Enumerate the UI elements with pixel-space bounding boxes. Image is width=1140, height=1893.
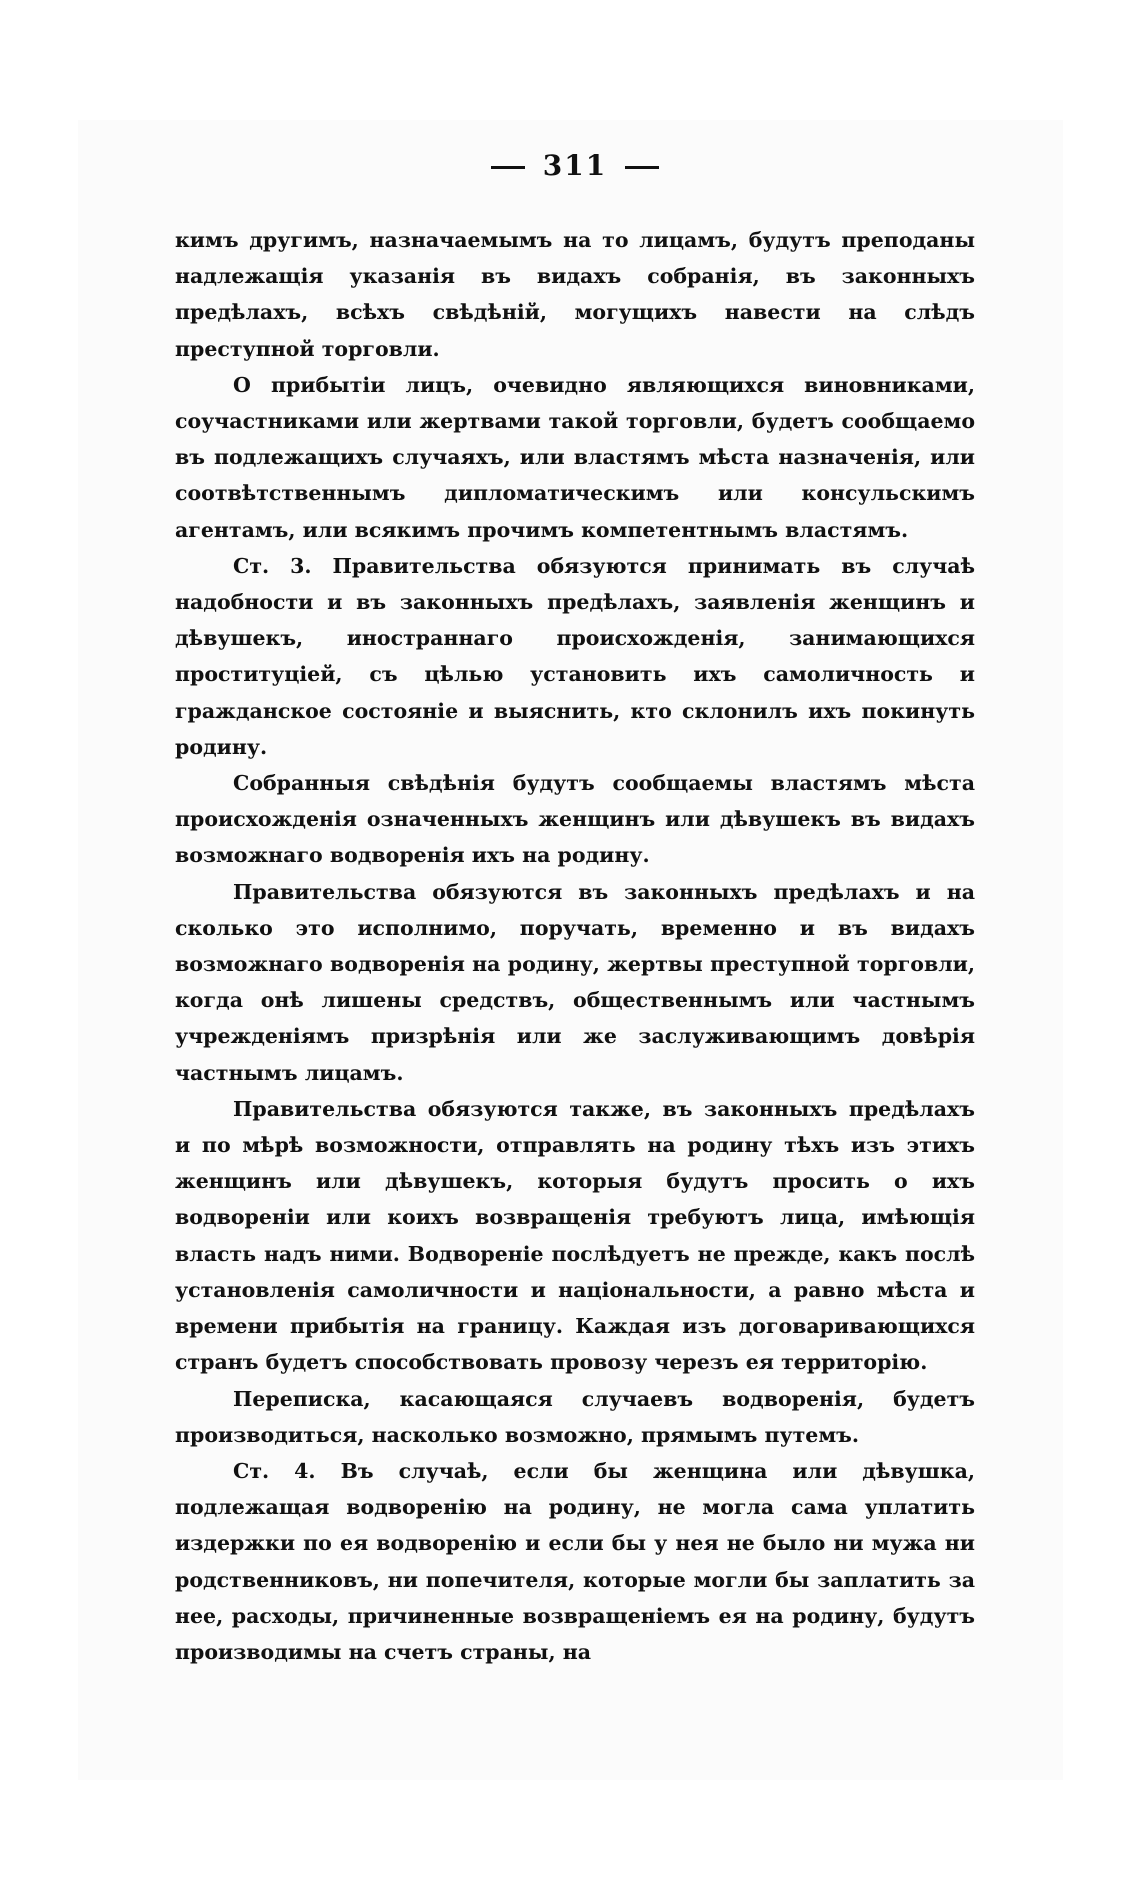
paragraph-article-4: Ст. 4. Въ случаѣ, если бы женщина или дѣвушка, подлежащая водворенію на родину, не могла сама уплатить издержки по ея водворенію и если бы у нея не было ни мужа ни родственниковъ, ни попечителя, которые могли бы заплатить за нее, расходы, причиненные возвращеніемъ ея на родину, будутъ производимы на счетъ страны, на [175,1458,975,1664]
document-page [175,148,975,1670]
body-text [175,222,975,1670]
paragraph-continuation: кимъ другимъ, назначаемымъ на то лицамъ, будутъ преподаны надлежащія указанія въ видахъ собранія, въ законныхъ предѣлахъ, всѣхъ свѣдѣній, могущихъ навести на слѣдъ преступной торговли. [175,228,975,361]
paragraph: Переписка, касающаяся случаевъ водворенія, будетъ производиться, насколько возможно, прямымъ путемъ. [175,1386,975,1447]
paragraph: Правительства обязуются въ законныхъ предѣлахъ и на сколько это исполнимо, поручать, временно и въ видахъ возможнаго водворенія на родину, жертвы преступной торговли, когда онѣ лишены средствъ, общественнымъ или частнымъ учрежденіямъ призрѣнія или же заслуживающимъ довѣрія частнымъ лицамъ. [175,879,975,1085]
right-dash [625,166,659,169]
page-number: 311 [542,149,608,182]
paragraph: О прибытіи лицъ, очевидно являющихся виновниками, соучастниками или жертвами такой торговли, будетъ сообщаемо въ подлежащихъ случаяхъ, или властямъ мѣста назначенія, или соотвѣтственнымъ дипломатическимъ или консульскимъ агентамъ, или всякимъ прочимъ компетентнымъ властямъ. [175,372,975,542]
paragraph: Собранныя свѣдѣнія будутъ сообщаемы властямъ мѣста происхожденія означенныхъ женщинъ или дѣвушекъ въ видахъ возможнаго водворенія ихъ на родину. [175,771,975,868]
paragraph-article-3: Ст. 3. Правительства обязуются принимать въ случаѣ надобности и въ законныхъ предѣлахъ, заявленія женщинъ и дѣвушекъ, иностраннаго происхожденія, занимающихся проституціей, съ цѣлью установить ихъ самоличность и гражданское состояніе и выяснить, кто склонилъ ихъ покинуть родину. [175,553,975,759]
page-number-header [175,148,975,184]
left-dash [491,166,525,169]
paragraph: Правительства обязуются также, въ законныхъ предѣлахъ и по мѣрѣ возможности, отправлять на родину тѣхъ изъ этихъ женщинъ или дѣвушекъ, которыя будутъ просить о ихъ водвореніи или коихъ возвращенія требуютъ лица, имѣющія власть надъ ними. Водвореніе послѣдуетъ не прежде, какъ послѣ установленія самоличности и національности, а равно мѣста и времени прибытія на границу. Каждая изъ договаривающихся странъ будетъ способствовать провозу черезъ ея территорію. [175,1096,975,1375]
